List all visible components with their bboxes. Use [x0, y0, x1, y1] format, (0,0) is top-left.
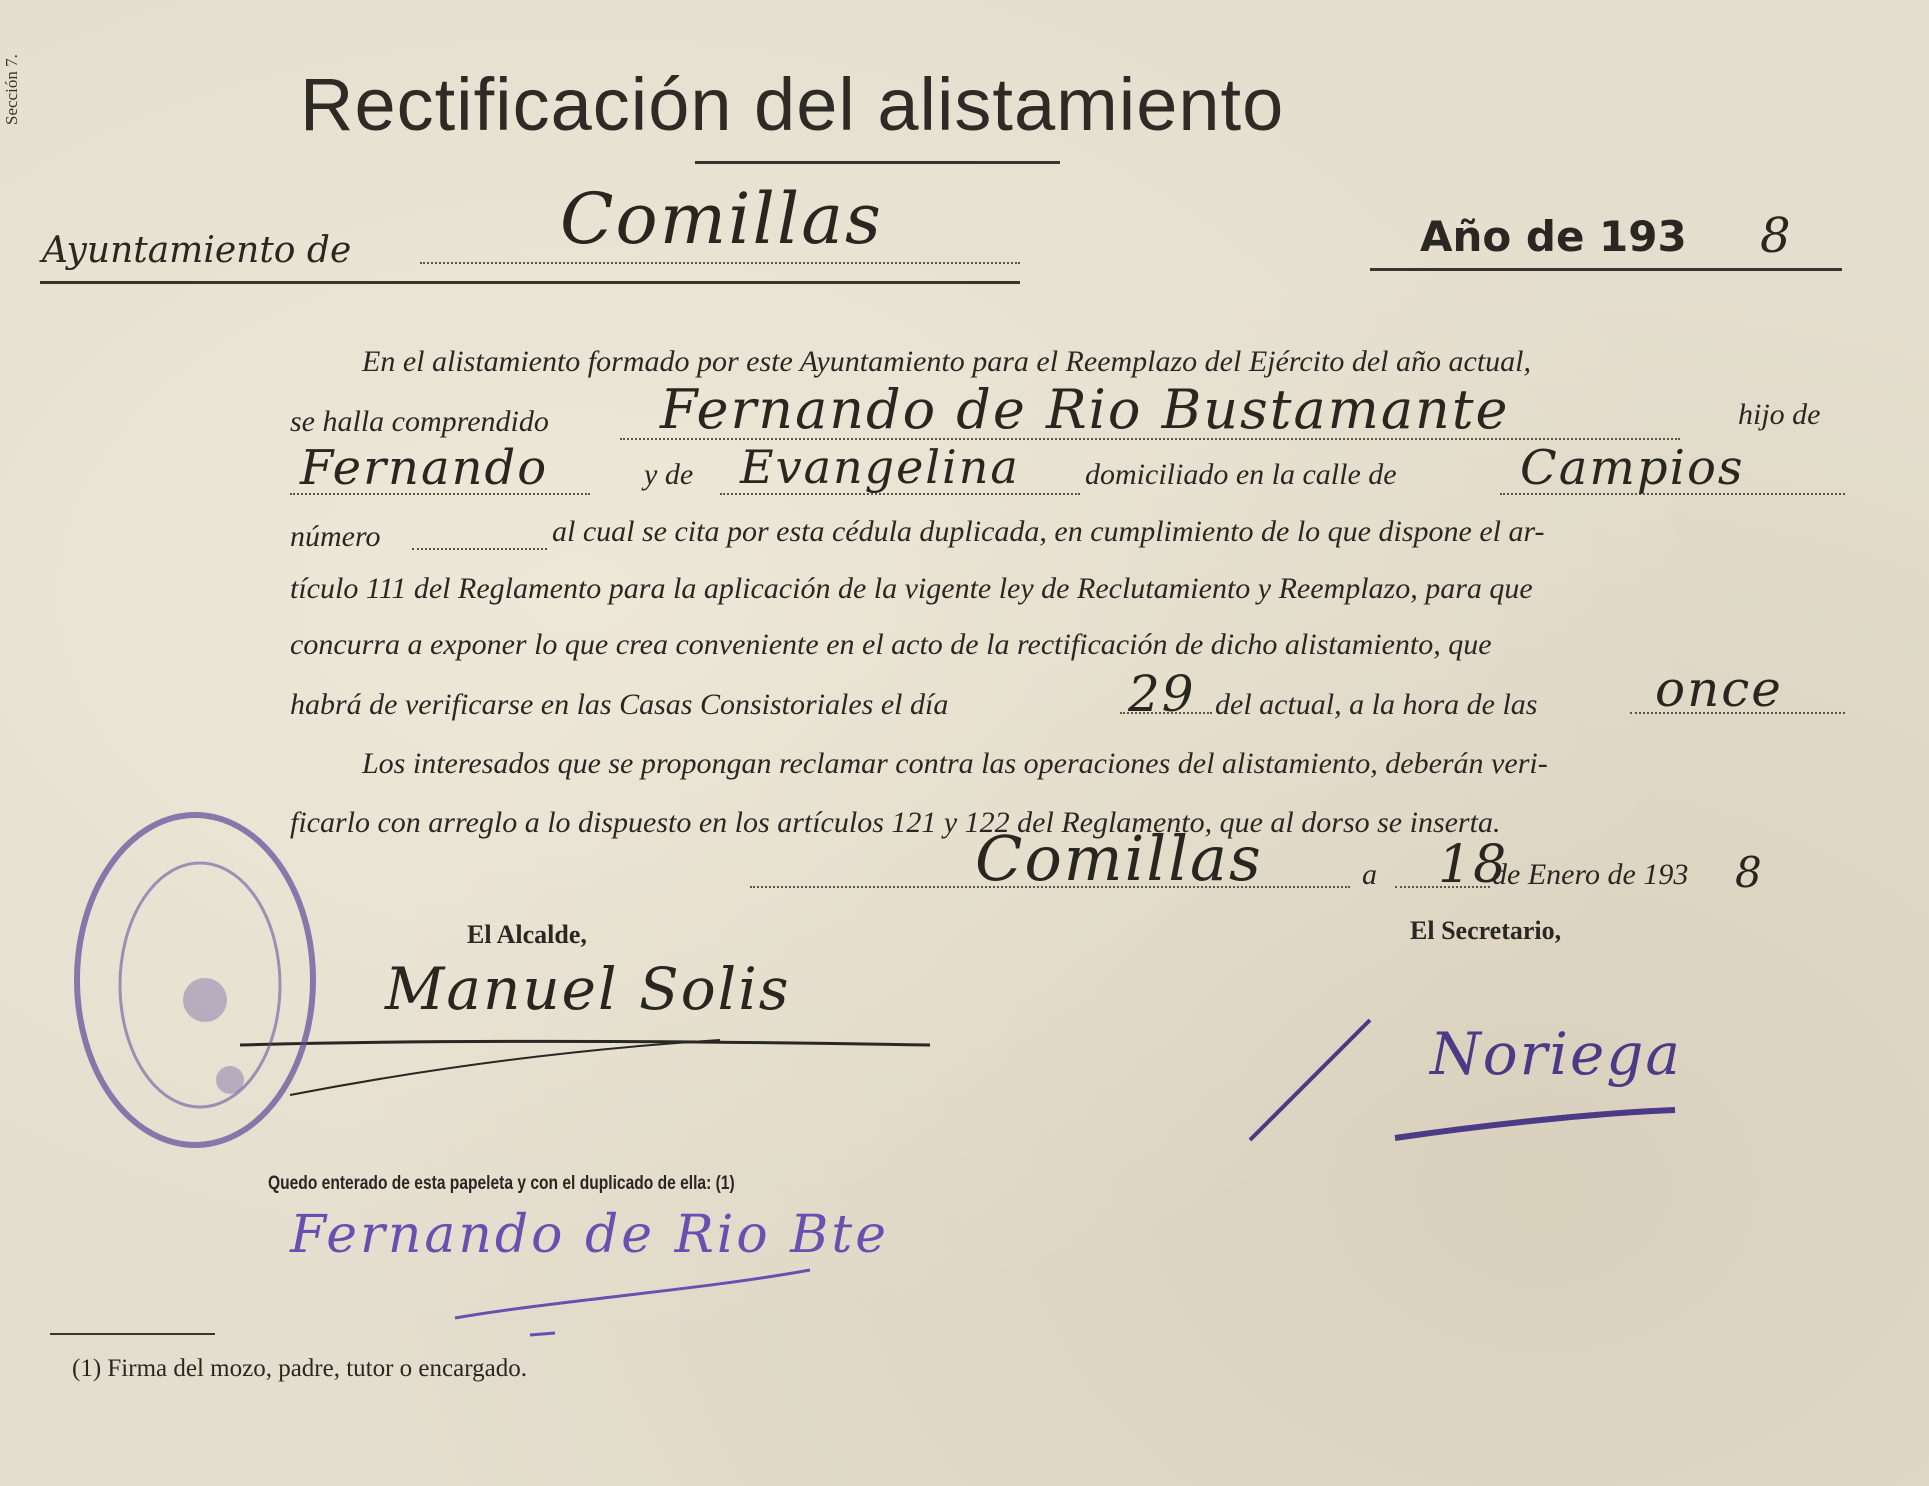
body-line-2-start: se halla comprendido	[290, 405, 549, 438]
footnote: (1) Firma del mozo, padre, tutor o encargado.	[72, 1355, 527, 1382]
date-year-handwritten: 8	[1735, 848, 1764, 897]
street-handwritten: Campios	[1520, 440, 1745, 496]
alcalde-label: El Alcalde,	[467, 920, 587, 949]
body-line-8: Los interesados que se propongan reclamar contra las operaciones del alistamiento, deberán veri-	[362, 747, 1548, 780]
day-handwritten: 29	[1128, 665, 1196, 723]
body-line-2-end: hijo de	[1738, 398, 1821, 431]
municipal-stamp-seal	[55, 790, 345, 1170]
hour-handwritten: once	[1655, 660, 1783, 718]
date-day-handwritten: 18	[1438, 835, 1509, 895]
place-handwritten: Comillas	[975, 822, 1263, 895]
section-label: Sección 7.	[2, 54, 21, 126]
recruit-signature: Fernando de Rio Bte	[290, 1205, 890, 1265]
body-line-7-a: habrá de verificarse en las Casas Consistoriales el día	[290, 688, 949, 721]
body-line-4-b: al cual se cita por esta cédula duplicada, en cumplimiento de lo que dispone el ar-	[552, 515, 1545, 548]
ayuntamiento-handwritten: Comillas	[560, 178, 883, 260]
body-line-9: ficarlo con arreglo a lo dispuesto en los artículos 121 y 122 del Reglamento, que al dorso se inserta.	[290, 806, 1501, 839]
father-name-handwritten: Fernando	[300, 440, 549, 496]
alcalde-signature: Manuel Solis	[385, 955, 791, 1023]
body-line-3-a: y de	[644, 458, 694, 491]
body-line-5: tículo 111 del Reglamento para la aplicación de la vigente ley de Reclutamiento y Reemplazo, para que	[290, 572, 1533, 605]
footnote-rule	[50, 1333, 215, 1335]
ayuntamiento-label: Ayuntamiento de	[42, 230, 352, 271]
body-line-1: En el alistamiento formado por este Ayuntamiento para el Reemplazo del Ejército del año actual,	[362, 345, 1531, 378]
year-handwritten: 8	[1760, 208, 1793, 264]
document-title: Rectificación del alistamiento	[300, 63, 1285, 146]
body-line-7-b: del actual, a la hora de las	[1215, 688, 1538, 721]
date-a: a	[1362, 858, 1377, 891]
secretario-signature: Noriega	[1430, 1020, 1682, 1088]
mother-name-handwritten: Evangelina	[740, 440, 1020, 494]
body-line-6: concurra a exponer lo que crea conveniente en el acto de la rectificación de dicho alistamiento, que	[290, 628, 1492, 661]
acknowledgment-text: Quedo enterado de esta papeleta y con el duplicado de ella: (1)	[268, 1173, 735, 1194]
secretario-label: El Secretario,	[1410, 916, 1562, 945]
year-label: Año de 193	[1420, 212, 1687, 261]
body-line-4-a: número	[290, 520, 381, 553]
date-b: de Enero de 193	[1492, 858, 1689, 891]
recruit-name-handwritten: Fernando de Rio Bustamante	[660, 378, 1510, 441]
body-line-3-b: domiciliado en la calle de	[1085, 458, 1397, 491]
